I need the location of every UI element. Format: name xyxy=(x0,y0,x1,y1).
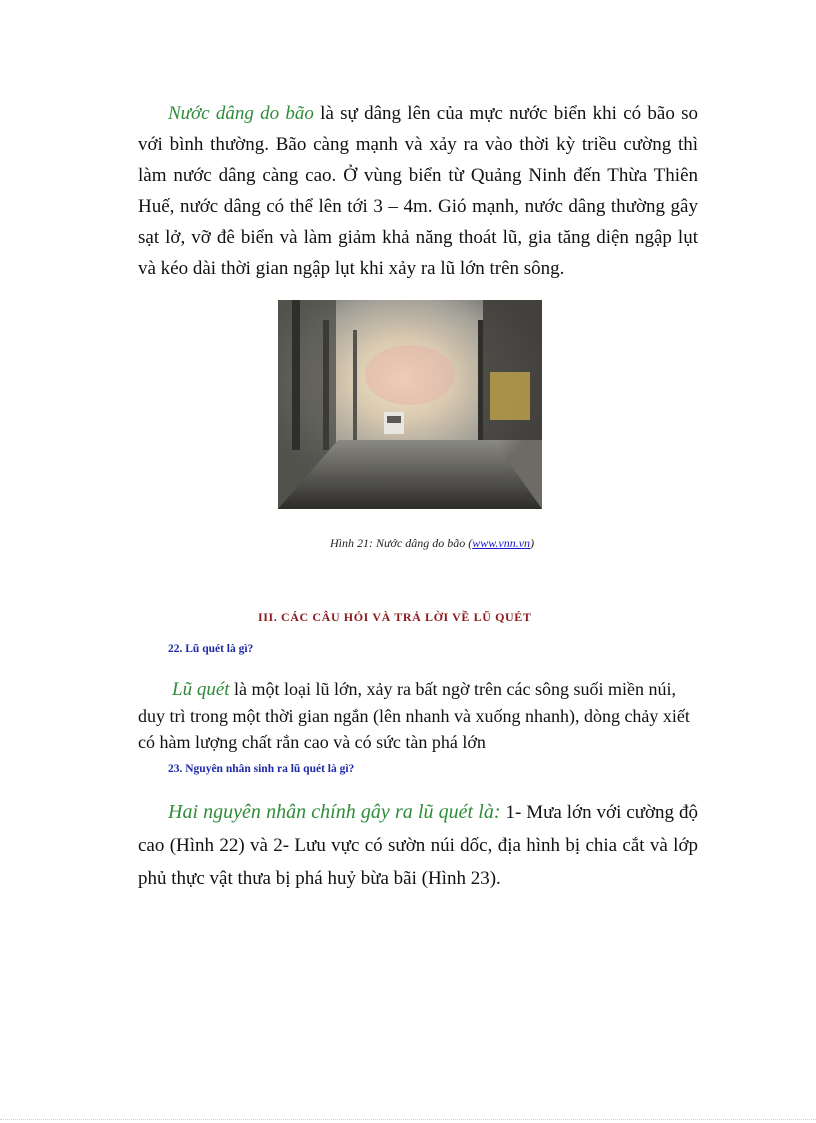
section-heading: III. CÁC CÂU HỎI VÀ TRẢ LỜI VỀ LŨ QUÉT xyxy=(258,610,532,624)
caption-close: ) xyxy=(530,536,535,550)
paragraph-storm-surge xyxy=(138,98,698,284)
storm-surge-photo xyxy=(278,300,542,509)
question-23-title: 23. Nguyên nhân sinh ra lũ quét là gì? xyxy=(168,763,355,775)
answer-23 xyxy=(138,796,698,895)
question-22-title: 22. Lũ quét là gì? xyxy=(168,643,254,655)
answer-22 xyxy=(138,676,698,755)
term-flash-flood: Lũ quét xyxy=(172,679,230,700)
foggy-street-image xyxy=(278,300,542,509)
caption-text: Hình 21: Nước dâng do bão ( xyxy=(330,536,473,550)
term-two-causes: Hai nguyên nhân chính gây ra lũ quét là: xyxy=(168,801,501,823)
answer-23-text: 1- Mưa lớn với cường độ cao (Hình 22) và 2- Lưu vực có sườn núi dốc, địa hình bị chia cắt và lớp phủ thực vật thưa bị phá huỷ bừa bãi (Hình 23). xyxy=(138,802,698,889)
paragraph-storm-surge-text: là sự dâng lên của mực nước biển khi có bão so với bình thường. Bão càng mạnh và xảy ra vào thời kỳ triều cường thì làm nước dâng càng cao. Ở vùng biển từ Quảng Ninh đến Thừa Thiên Huế, nước dâng có thể lên tới 3 – 4m. Gió mạnh, nước dâng thường gây sạt lở, vỡ đê biển và làm giảm khả năng thoát lũ, gia tăng diện ngập lụt và kéo dài thời gian ngập lụt khi xảy ra lũ lớn trên sông. xyxy=(138,103,698,279)
answer-22-text: là một loại lũ lớn, xảy ra bất ngờ trên các sông suối miền núi, duy trì trong một thời gian ngắn (lên nhanh và xuống nhanh), dòng chảy xiết có hàm lượng chất rắn cao và có sức tàn phá lớn xyxy=(138,679,690,752)
term-storm-surge: Nước dâng do bão xyxy=(168,103,314,124)
figure-caption xyxy=(330,536,534,551)
caption-source-link[interactable]: www.vnn.vn xyxy=(472,536,531,550)
page-bottom-divider xyxy=(0,1119,816,1120)
